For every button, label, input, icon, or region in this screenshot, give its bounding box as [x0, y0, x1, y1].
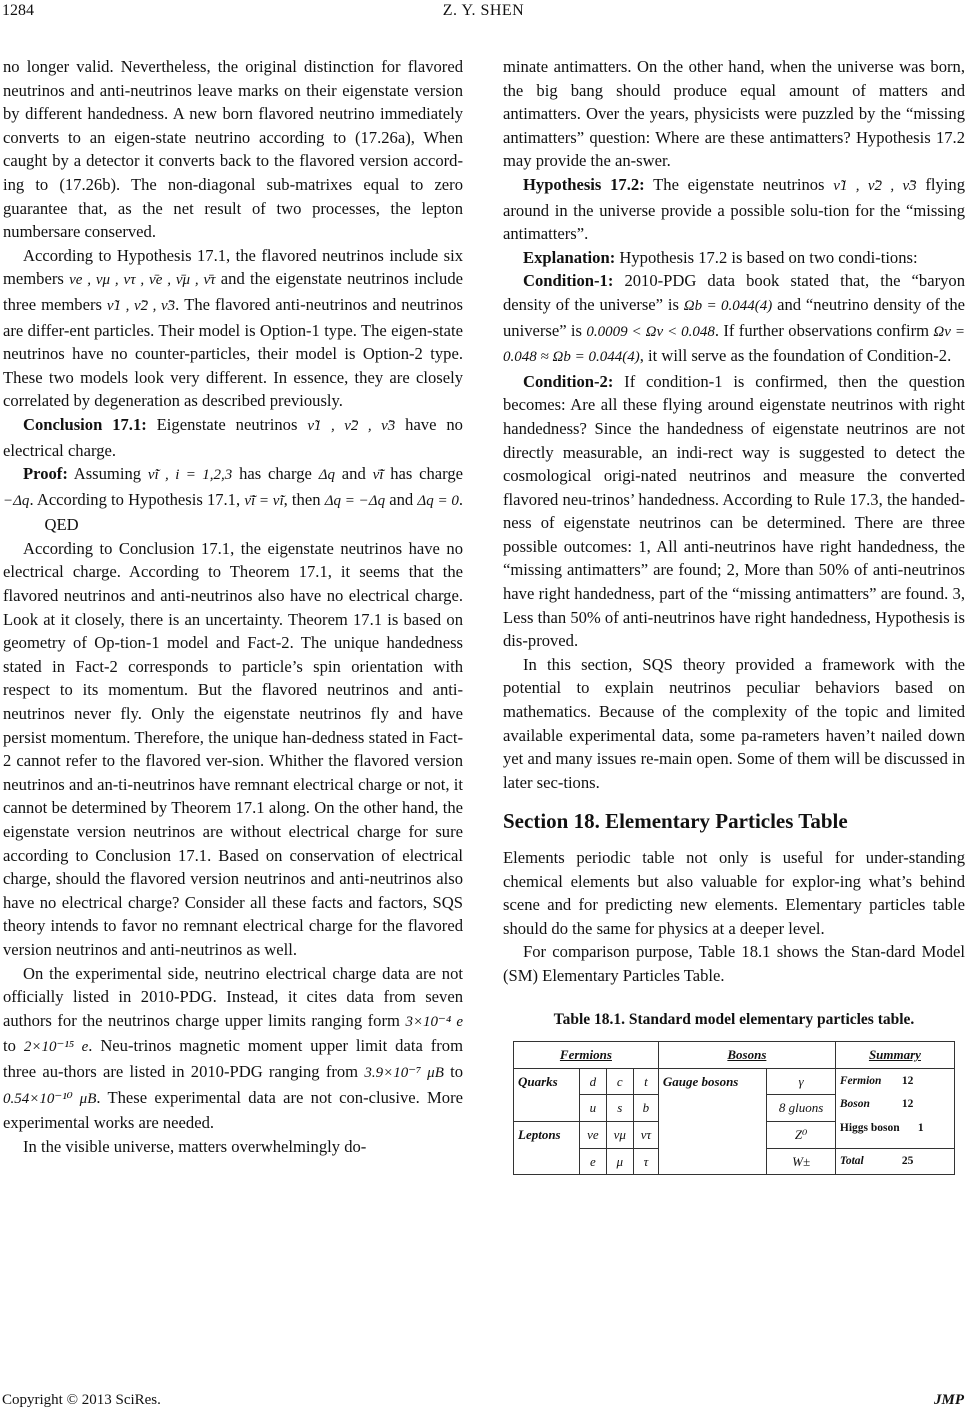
table-cell: νe: [580, 1121, 606, 1148]
left-column: [3, 55, 463, 1158]
condition-2: Condition-2: If condition-1 is confirmed, then the question becomes: Are all these flying around eigenstate neutrinos with right handedness? Since the handedness of eigenstate neutrinos are not directly measurable, an indi-rect way is suggested to detect the cosmological origi-nated neutrinos and measure the converted flavored neu-trinos’ handedness. According to Rule 17.3, the handed-ness of eigenstate neutrinos can be determined. There are three possible outcomes: 1, All anti-neutrinos have right handedness, the “missing antimatters” are found; 2, More than 50% of anti-neutrinos have right handedness, part of the “missing antimatters” are found. 3, Less than 50% of anti-neutrinos have right handedness, Hypothesis is dis-proved.: [503, 371, 965, 651]
qed: QED: [44, 515, 79, 535]
page-header: [0, 0, 967, 24]
table-cell: e: [580, 1148, 606, 1175]
copyright: Copyright © 2013 SciRes.: [2, 1392, 161, 1408]
journal-name: JMP: [934, 1392, 964, 1408]
table-cell: W±: [767, 1148, 836, 1175]
condition-1: Condition-1: 2010-PDG data book stated that, the “baryon density of the universe” is Ωb = 0.044(4) and “neutrino density of the universe” is 0.0009 < Ων < 0.048. If further observations confirm Ων = 0.048 ≈ Ωb = 0.044(4), it will serve as the foundation of Condition-2.: [503, 271, 966, 366]
table-header: Fermions: [514, 1042, 659, 1069]
paragraph: Elements periodic table not only is useful for under-standing chemical elements but also valuable for explor-ing what’s behind scene and for predicting new elements. Elementary particles table should do the same for physics at a deeper level.: [503, 848, 965, 938]
math-inline: ν̃1 , ν̃2 , ν̃3: [106, 297, 176, 314]
summary-total: Total 25: [835, 1148, 954, 1175]
paragraph: In this section, SQS theory provided a framework with the potential to explain neutrinos peculiar behaviors based on mathematics. Because of the complexity of the topic and limited available experimental data, some pa-rameters haven’t nailed down yet and many issues re-main open. Some of them will be discussed in later sec-tions.: [503, 654, 965, 792]
explanation: Explanation: Hypothesis 17.2 is based on two condi-tions:: [523, 247, 918, 267]
paragraph: minate antimatters. On the other hand, when the universe was born, the big bang should produce equal amount of matters and antimatters. Over the years, physicists were puzzled by the “missing antimatters” question: Where are these antimatters? Hypothesis 17.2 may provide the an-swer.: [503, 57, 965, 171]
table-cell: s: [606, 1095, 633, 1122]
paragraph: According to Conclusion 17.1, the eigenstate neutrinos have no electrical charge. According to Theorem 17.1, it seems that the flavored neutrinos and anti-neutrinos also have no electrical charge. Look at it closely, there is an uncertainty. Theorem 17.1 is based on geometry of Op-tion-1 model and Fact-2. The unique handedness stated in Fact-2 corresponds to particle’s spin orientation with respect to its momentum. But the flavored neutrinos and anti-neutrinos never fly. Only the eigenstate neutrinos fly and have persist momentum. Therefore, the unique han-dedness stated in Fact-2 cannot refer to the flavored ver-sion. Whither the flavored version neutrinos and an-ti-neutrinos have remnant electrical charge or not, it cannot be determined by Theorem 17.1 along. On the other hand, the eigenstate version neutrinos are without electrical charge for sure according to Conclusion 17.1. Based on conservation of electrical charge, should the flavored version neutrinos and anti-neutrinos also have no electrical charge? Consider all these facts and factors, SQS theory intends to favor no remnant electrical charge for the flavored version neutrinos and anti-neutrinos as well.: [3, 538, 463, 959]
conclusion: Conclusion 17.1: Eigenstate neutrinos ν̃1 , ν̃2 , ν̃3 have no electrical charge.: [3, 414, 463, 460]
table-cell: μ: [606, 1148, 633, 1175]
right-column: [503, 55, 965, 1175]
proof: Proof: Assuming ν̃i , i = 1,2,3 has charge Δq and ν̄̃i has charge −Δq. According to Hypothesis 17.1, ν̄̃i = ν̃i, then Δq = −Δq and Δq = 0. QED: [3, 464, 464, 535]
table-cell: u: [580, 1095, 606, 1122]
table-cell: τ: [633, 1148, 658, 1175]
page-number: 1284: [2, 2, 34, 19]
paragraph: On the experimental side, neutrino electrical charge data are not officially listed in 2010-PDG. Instead, it cites data from seven authors for the neutrinos charge upper limits ranging form 3×10⁻⁴ e to 2×10⁻¹⁵ e. Neu-trinos magnetic moment upper limit data from three au-thors are listed in 2010-PDG ranging from 3.9×10⁻⁷ μB to 0.54×10⁻¹⁰ μB. These experimental data are not con-clusive. More experimental works are needed.: [3, 963, 464, 1133]
table-cell: 8 gluons: [767, 1095, 836, 1122]
table-header: Bosons: [658, 1042, 835, 1069]
particles-table: [513, 1041, 955, 1175]
hypothesis: Hypothesis 17.2: The eigenstate neutrinos ν̃1 , ν̃2 , ν̃3 flying around in the universe provide a possible solu-tion for the “missing antimatters”.: [503, 174, 966, 244]
table-caption: Table 18.1. Standard model elementary particles table.: [553, 1010, 915, 1028]
row-label: Gauge bosons: [658, 1068, 766, 1174]
section-title: Section 18. Elementary Particles Table: [503, 809, 848, 834]
table-cell: c: [606, 1068, 633, 1095]
table-cell: Z⁰: [767, 1121, 836, 1148]
table-cell: νμ: [606, 1121, 633, 1148]
math-inline: νe , νμ , ντ , ν̄e , ν̄μ , ν̄τ: [69, 272, 216, 289]
running-author: Z. Y. SHEN: [442, 2, 525, 19]
paragraph: For comparison purpose, Table 18.1 shows the Stan-dard Model (SM) Elementary Particles Table.: [503, 942, 965, 985]
paragraph: According to Hypothesis 17.1, the flavored neutrinos include six members νe , νμ , ντ , ν̄e , ν̄μ , ν̄τ and the eigenstate neutrinos include three members ν̃1 , ν̃2 , ν̃3. The flavored anti-neutrinos and neutrinos are differ-ent particles. Their model is Option-1 type. The eigen-state neutrinos have no counter-particles, their model is Option-2 type. These two models look very different. In essence, they are closely correlated by degeneration as described previously.: [3, 245, 464, 411]
summary-cell: Fermion 12 Boson 12 Higgs boson 1: [835, 1068, 954, 1148]
math-inline: ν̃1 , ν̃2 , ν̃3: [307, 417, 396, 434]
row-label: Quarks: [514, 1068, 580, 1121]
paragraph: In the visible universe, matters overwhelmingly do-: [23, 1136, 367, 1156]
table-cell: γ: [767, 1068, 836, 1095]
table-cell: d: [580, 1068, 606, 1095]
table-cell: t: [633, 1068, 658, 1095]
paragraph: no longer valid. Nevertheless, the original distinction for flavored neutrinos and anti-neutrinos leave marks on their eigenstate version by different handedness. A new born flavored neutrino immediately converts to an eigen-state neutrino according to (17.26a), When caught by a detector it converts back to the flavored version accord-ing to (17.26b). The non-diagonal sub-matrixes equal to zero guarantee that, as the net result of two processes, the lepton numbersare conserved.: [3, 57, 463, 242]
table-cell: b: [633, 1095, 658, 1122]
table-header: Summary: [835, 1042, 954, 1069]
table-cell: ντ: [633, 1121, 658, 1148]
row-label: Leptons: [514, 1121, 580, 1174]
